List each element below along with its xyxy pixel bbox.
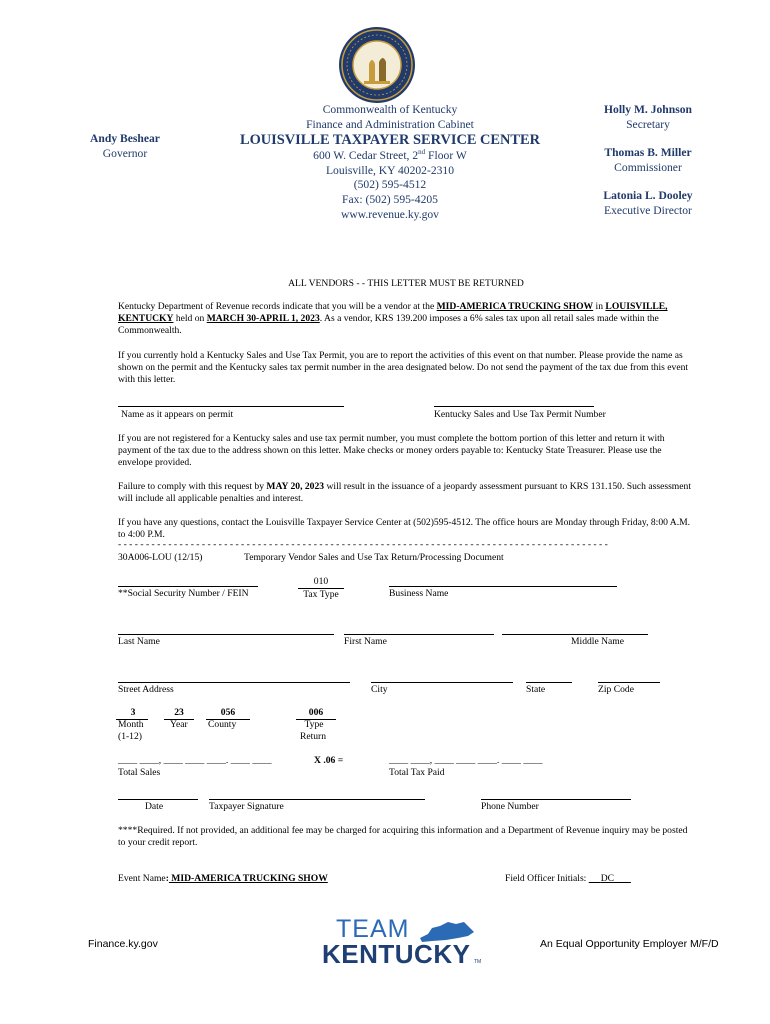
seal-icon [338, 26, 416, 104]
date-label: Date [145, 801, 164, 812]
last-name-label: Last Name [118, 636, 160, 647]
address-city: Louisville, KY 40202-2310 [325, 163, 455, 177]
state-seal [338, 26, 416, 104]
first-name-label: First Name [344, 636, 387, 647]
date-field[interactable] [118, 799, 198, 800]
county-value: 056 [220, 707, 236, 718]
fax: Fax: (502) 595-4205 [342, 192, 438, 206]
total-tax-field[interactable]: ____ ____, ____ ____ ____. ____ ____ [389, 755, 543, 766]
address-street: 600 W. Cedar Street, 2nd Floor W [313, 148, 467, 163]
tax-type-value: 010 [313, 576, 329, 587]
total-tax-label: Total Tax Paid [389, 767, 445, 778]
official-name: Latonia L. Dooley [603, 189, 693, 203]
official-name: Holly M. Johnson [604, 103, 692, 116]
required-note: ****Required. If not provided, an additional fee may be charged for acquiring this information and a Department of Revenue inquiry may be posted to your credit report. [118, 825, 688, 848]
tax-rate-multiplier: X .06 = [314, 755, 344, 766]
month-value: 3 [130, 707, 136, 718]
county-label: County [208, 719, 237, 730]
ssn-label: **Social Security Number / FEIN [118, 588, 249, 599]
return-type-label: Return [299, 731, 327, 742]
paragraph-vendor-notice: Kentucky Department of Revenue records indicate that you will be a vendor at the MID-AMERICA TRUCKING SHOW in LOUISVILLE, KENTUCKY held on MARCH 30-APRIL 1, 2023. As a vendor, KRS 139.200 imposes a 6% sales tax upon all retail sales made within the Commonwealth. [118, 301, 668, 336]
first-name-field[interactable] [344, 634, 494, 635]
phone: (502) 595-4512 [353, 178, 427, 192]
state-field[interactable] [526, 682, 572, 683]
name-on-permit-label: Name as it appears on permit [121, 409, 234, 420]
paragraph-permit-holders: If you currently hold a Kentucky Sales and Use Tax Permit, you are to report the activities of this event on that number. Please provide the name as shown on the permit and the Kentucky sales tax permit number in the area designated below. Do not send the payment of the tax due from this event with this letter. [118, 350, 689, 385]
org-line1: Commonwealth of Kentucky [322, 103, 458, 116]
field-officer-initials: Field Officer Initials: DC [505, 873, 615, 884]
year-value: 23 [174, 707, 184, 718]
permit-name-line [118, 406, 344, 407]
month-label: Month [118, 719, 144, 730]
official-title: Executive Director [604, 203, 692, 217]
form-title: Temporary Vendor Sales and Use Tax Return/Processing Document [244, 552, 504, 563]
middle-name-label: Middle Name [571, 636, 625, 647]
return-type-value: 006 [308, 707, 324, 718]
business-name-label: Business Name [389, 588, 449, 599]
tax-type-label: Tax Type [303, 589, 339, 600]
return-type-label: Type [304, 719, 324, 730]
phone-number-field[interactable] [481, 799, 631, 800]
last-name-field[interactable] [118, 634, 334, 635]
logo-kentucky-text: KENTUCKY [322, 939, 471, 969]
event-name: Event Name: MID-AMERICA TRUCKING SHOW [118, 873, 328, 884]
paragraph-contact: If you have any questions, contact the Louisville Taxpayer Service Center at (502)595-4512. The office hours are Monday through Friday, 8:00 A.M. to 4:00 P.M. [118, 517, 691, 540]
city-label: City [371, 684, 388, 695]
cut-line: - - - - - - - - - - - - - - - - - - - - - - - - - - - - - - - - - - - - - - - - - - - - - - - - - - - - - - - - - - - - - - - - - - - - - - - - - - - - - - - - - - - - - - - - [118, 539, 608, 550]
official-name: Thomas B. Miller [604, 146, 692, 160]
zip-code-field[interactable] [598, 682, 660, 683]
logo-team-text: TEAM [336, 915, 410, 943]
website-link[interactable]: www.revenue.ky.gov [341, 207, 439, 221]
agency-address-block [210, 103, 570, 222]
total-sales-label: Total Sales [118, 767, 161, 778]
phone-number-label: Phone Number [481, 801, 539, 812]
official-title: Secretary [626, 117, 670, 131]
taxpayer-signature-label: Taxpayer Signature [209, 801, 284, 812]
equal-opportunity-statement: An Equal Opportunity Employer M/F/D [540, 938, 719, 950]
total-sales-field[interactable]: ____ ____, ____ ____ ____. ____ ____ [118, 755, 272, 766]
zip-code-label: Zip Code [598, 684, 634, 695]
taxpayer-signature-field[interactable] [209, 799, 425, 800]
form-id: 30A006-LOU (12/15) [118, 552, 203, 563]
governor-title: Governor [102, 146, 148, 160]
business-name-field[interactable] [389, 586, 617, 587]
permit-number-label: Kentucky Sales and Use Tax Permit Number [434, 409, 606, 420]
governor-name: Andy Beshear [90, 132, 160, 145]
logo-trademark: TM [474, 959, 482, 965]
street-address-label: Street Address [118, 684, 174, 695]
city-field[interactable] [371, 682, 513, 683]
official-title: Commissioner [614, 160, 682, 174]
footer-website[interactable]: Finance.ky.gov [88, 938, 158, 950]
year-label: Year [170, 719, 188, 730]
ssn-field[interactable] [118, 586, 258, 587]
paragraph-unregistered: If you are not registered for a Kentucky sales and use tax permit number, you must complete the bottom portion of this letter and return it with payment of the tax due to the address shown on this letter. Make checks or money orders payable to: Kentucky State Treasurer. Please use the envelope provided. [118, 433, 665, 468]
governor-block [70, 132, 180, 161]
team-kentucky-logo [322, 916, 492, 970]
letter-heading: ALL VENDORS - - THIS LETTER MUST BE RETURNED [288, 278, 524, 289]
org-line2: Finance and Administration Cabinet [306, 117, 474, 131]
officials-block [578, 103, 718, 219]
permit-number-line [434, 406, 594, 407]
month-range: (1-12) [118, 731, 142, 742]
street-address-field[interactable] [118, 682, 350, 683]
middle-name-field[interactable] [502, 634, 648, 635]
paragraph-deadline: Failure to comply with this request by MAY 20, 2023 will result in the issuance of a jeopardy assessment pursuant to KRS 131.150. Such assessment will include all applicable penalties and interest. [118, 481, 691, 504]
state-label: State [526, 684, 546, 695]
center-name: LOUISVILLE TAXPAYER SERVICE CENTER [239, 132, 541, 149]
